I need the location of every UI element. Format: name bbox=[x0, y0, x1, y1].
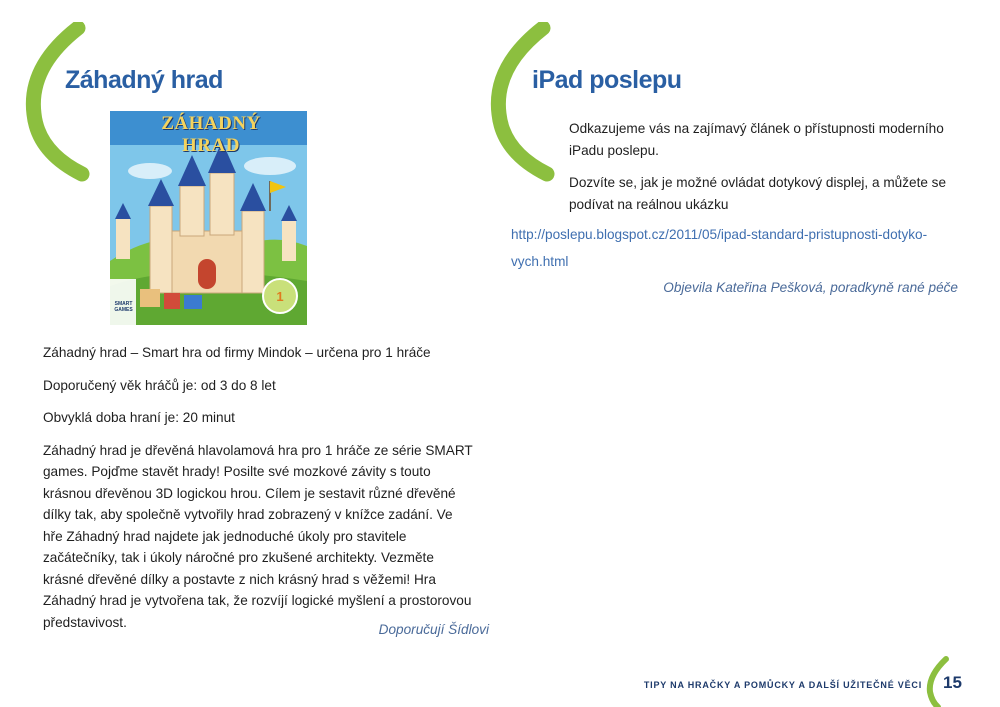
left-paragraph: Obvyklá doba hraní je: 20 minut bbox=[43, 410, 235, 425]
ipad-article-link[interactable] bbox=[511, 221, 927, 275]
link-line[interactable]: http://poslepu.blogspot.cz/2011/05/ipad-standard-pristupnosti-dotyko- bbox=[511, 227, 928, 242]
left-article-title: Záhadný hrad bbox=[65, 66, 223, 94]
box-brand: SMART GAMES bbox=[114, 301, 133, 313]
box-title: ZÁHADNÝ HRAD bbox=[161, 113, 261, 156]
right-paragraph: Odkazujeme vás na zajímavý článek o přístupnosti moderního iPadu poslepu. bbox=[569, 121, 944, 158]
link-line[interactable]: vych.html bbox=[511, 254, 569, 269]
left-paragraph: Záhadný hrad – Smart hra od firmy Mindok – určena pro 1 hráče bbox=[43, 345, 431, 360]
right-signature: Objevila Kateřina Pešková, poradkyně rané péče bbox=[663, 280, 958, 295]
left-paragraph: Záhadný hrad je dřevěná hlavolamová hra pro 1 hráče ze série SMART games. Pojďme stavět hrady! Posilte své mozkové závity s touto krásnou dřevěnou 3D logickou hrou. Cílem je sestavit různé dřevěné dílky tak, aby společně vytvořily hrad zobrazený v knížce zadání. Ve hře Záhadný hrad najdete jak jednoduché úkoly pro stavitele začátečníky, tak i úkoly náročné pro zkušené architekty. Vezměte krásné dřevěné dílky a postavte z nich krásný hrad s věžemi! Hra Záhadný hrad je vytvořena tak, že rozvíjí logické myšlení a prostorovou představivost. bbox=[43, 442, 473, 630]
svg-text:1: 1 bbox=[276, 289, 284, 304]
footer-section-title: TIPY NA HRAČKY A POMŮCKY A DALŠÍ UŽITEČNÉ VĚCI bbox=[643, 680, 922, 690]
right-article-title: iPad poslepu bbox=[532, 66, 682, 94]
left-paragraph: Doporučený věk hráčů je: od 3 do 8 let bbox=[43, 377, 276, 393]
left-article-body bbox=[43, 342, 473, 644]
left-green-arc bbox=[20, 22, 90, 182]
game-box-image bbox=[110, 111, 307, 325]
left-signature: Doporučují Šídlovi bbox=[378, 622, 489, 637]
right-green-arc bbox=[485, 22, 555, 182]
page-number: 15 bbox=[943, 673, 962, 692]
right-paragraph: Dozvíte se, jak je možné ovládat dotykový displej, a můžete se podívat na reálnou ukázku bbox=[569, 175, 947, 212]
right-article-body bbox=[569, 118, 959, 226]
